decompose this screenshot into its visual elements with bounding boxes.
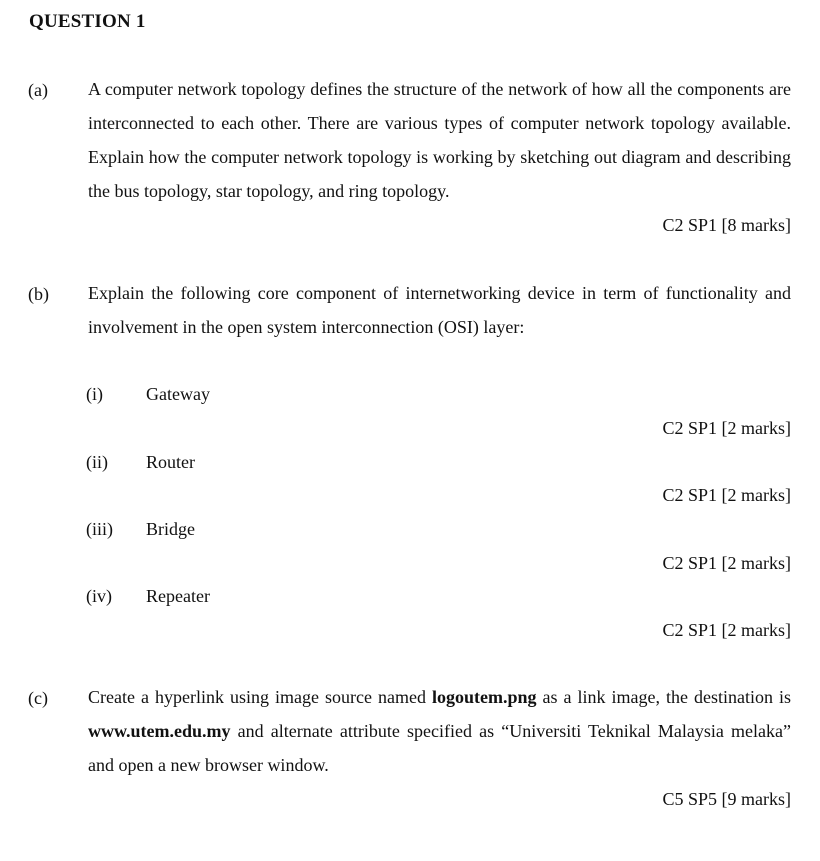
part-a-label: (a) [28,80,48,100]
part-b-item-ii-text: Router [146,452,195,472]
part-c-text-2: as a link image, the destination is [536,687,792,707]
part-c-label: (c) [28,688,48,708]
question-title: QUESTION 1 [29,11,146,32]
part-b-item-i-label: (i) [86,384,103,404]
part-c-filename: logoutem.png [431,687,537,707]
part-c-text-3: and alternate attribute specified as “Universiti Teknikal Malaysia melaka” and open a new browser window. [88,721,791,775]
part-b-item-ii-label: (ii) [86,452,108,472]
part-b-item-ii-marks: C2 SP1 [2 marks] [662,485,791,505]
part-c-text-1: Create a hyperlink using image source named [88,687,432,707]
part-a-text: A computer network topology defines the structure of the network of how all the components are interconnected to each other. There are various types of computer network topology available. Explain how the computer network topology is working by sketching out diagram and describing the bus topology, star topology, and ring topology. [88,79,791,201]
part-b-item-i-text: Gateway [146,384,210,404]
part-b-item-iii-marks: C2 SP1 [2 marks] [662,553,791,573]
part-b-item-iv-marks: C2 SP1 [2 marks] [662,620,791,640]
part-c-url: www.utem.edu.my [88,721,231,741]
part-b-text: Explain the following core component of internetworking device in term of functionality and involvement in the open system interconnection (OSI) layer: [88,283,791,337]
part-b-item-iii-label: (iii) [86,519,113,539]
part-b-label: (b) [28,284,49,304]
part-a-marks: C2 SP1 [8 marks] [662,215,791,235]
part-b-item-i-marks: C2 SP1 [2 marks] [662,418,791,438]
part-b-item-iii-text: Bridge [146,519,195,539]
part-c-marks: C5 SP5 [9 marks] [662,789,791,809]
part-c-text [88,680,791,782]
part-b-item-iv-text: Repeater [146,586,210,606]
part-b-item-iv-label: (iv) [86,586,112,606]
